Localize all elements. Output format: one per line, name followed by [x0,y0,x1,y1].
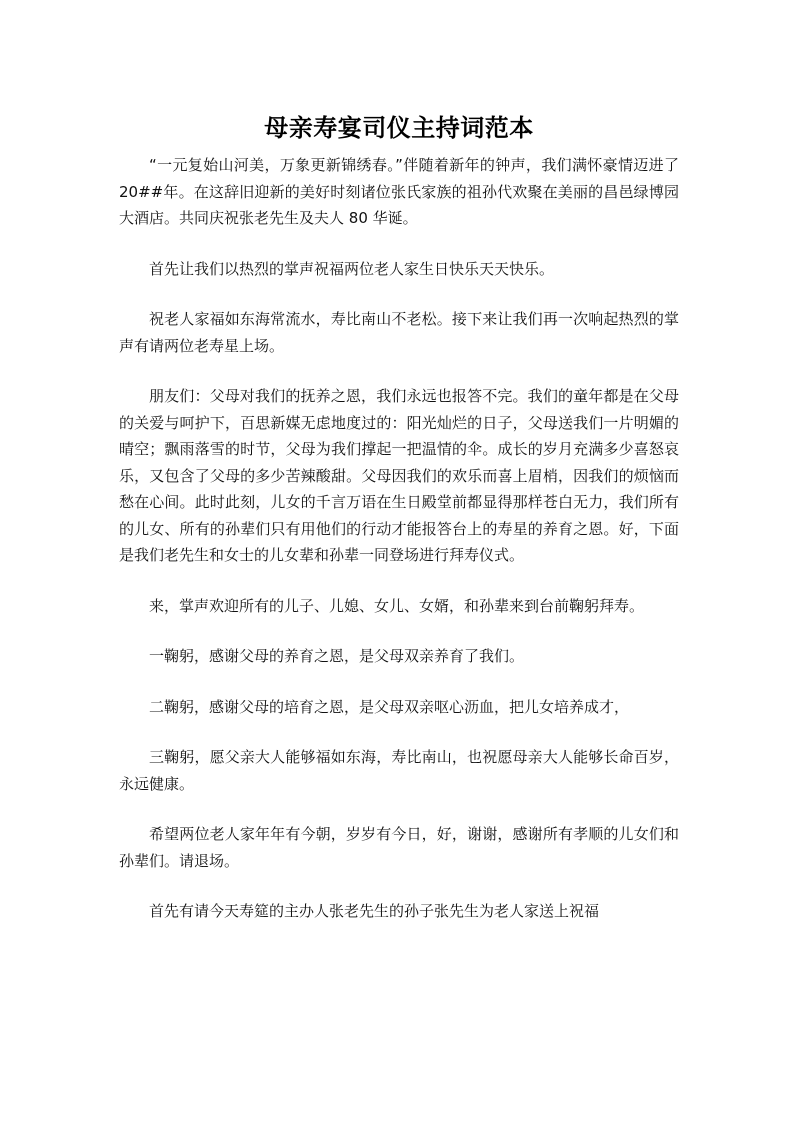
document-title: 母亲寿宴司仪主持词范本 [264,114,534,142]
paragraph-second-bow: 二鞠躬，感谢父母的培育之恩，是父母双亲呕心沥血，把儿女培养成才， [149,697,630,716]
paragraph-blessing: 祝老人家福如东海常流水，寿比南山不老松。接下来让我们再一次响起热烈的掌声有请两位老寿星上场。 [119,310,679,355]
paragraph-third-bow: 三鞠躬，愿父亲大人能够福如东海，寿比南山，也祝愿母亲大人能够长命百岁，永远健康。 [119,748,679,793]
paragraph-applause: 首先让我们以热烈的掌声祝福两位老人家生日快乐天天快乐。 [149,259,555,278]
paragraph-gratitude: 朋友们：父母对我们的抚养之恩，我们永远也报答不完。我们的童年都是在父母的关爱与呵护下，百思新媒无虑地度过的：阳光灿烂的日子，父母送我们一片明媚的晴空；飘雨落雪的时节，父母为我们撑起一把温情的伞。成长的岁月充满多少喜怒哀乐，又包含了父母的多少苦辣酸甜。父母因我们的欢乐而喜上眉梢，因我们的烦恼而愁在心间。此时此刻，儿女的千言万语在生日殿堂前都显得那样苍白无力，我们所有的儿女、所有的孙辈们只有用他们的行动才能报答台上的寿星的养育之恩。好，下面是我们老先生和女士的儿女辈和孙辈一同登场进行拜寿仪式。 [119,387,679,564]
paragraph-first-bow: 一鞠躬，感谢父母的养育之恩，是父母双亲养育了我们。 [149,647,525,665]
paragraph-welcome-family: 来，掌声欢迎所有的儿子、儿媳、女儿、女婿，和孙辈来到台前鞠躬拜寿。 [149,596,645,615]
paragraph-invitation: 首先有请今天寿筵的主办人张老先生的孙子张先生为老人家送上祝福 [149,902,600,920]
paragraph-opening: “一元复始山河美，万象更新锦绣春。”伴随着新年的钟声，我们满怀豪情迈进了 20##年。在这辞旧迎新的美好时刻诸位张氏家族的祖孙代欢聚在美丽的昌邑绿博园大酒店。共同庆祝张老先生及夫人 80 华诞。 [119,156,679,227]
paragraph-wishes: 希望两位老人家年年有今朝，岁岁有今日，好，谢谢，感谢所有孝顺的儿女们和孙辈们。请退场。 [119,825,679,870]
